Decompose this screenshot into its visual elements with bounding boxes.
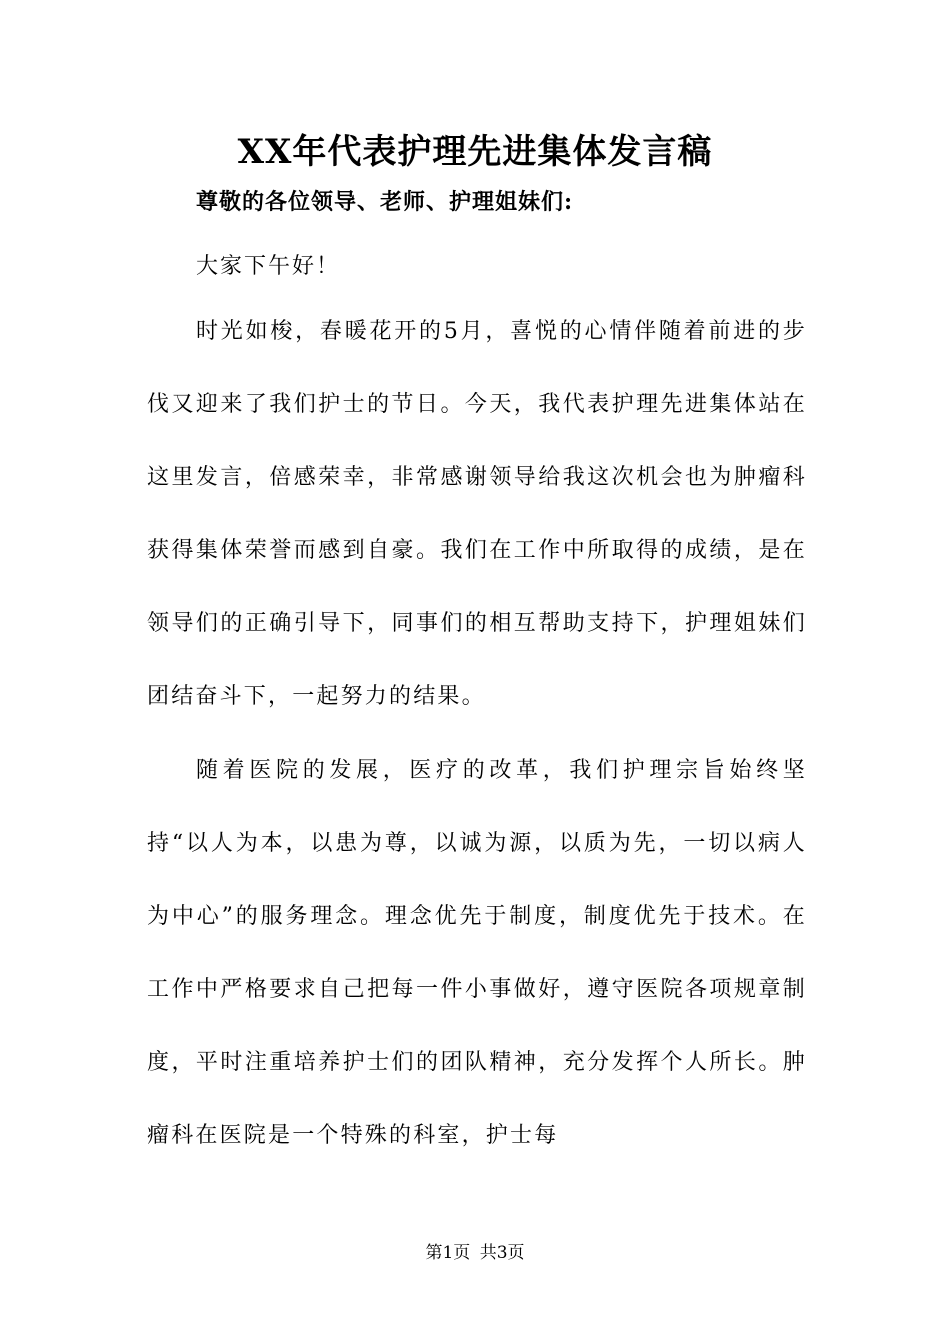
- salutation-line: 大家下午好！: [196, 254, 341, 279]
- body-paragraph-1: 时光如梭，春暖花开的5月，喜悦的心情伴随着前进的步伐又迎来了我们护士的节日。今天，我代表护理先进集体站在这里发言，倍感荣幸，非常感谢领导给我这次机会也为肿瘤科获得集体荣誉而感到自豪。我们在工作中所取得的成绩，是在领导们的正确引导下，同事们的相互帮助支持下，护理姐妹们团结奋斗下，一起努力的结果。: [147, 319, 807, 709]
- body-paragraph-2: 随着医院的发展，医疗的改革，我们护理宗旨始终坚持“以人为本，以患为尊，以诚为源，以质为先，一切以病人为中心”的服务理念。理念优先于制度，制度优先于技术。在工作中严格要求自己把每一件小事做好，遵守医院各项规章制度，平时注重培养护士们的团队精神，充分发挥个人所长。肿瘤科在医院是一个特殊的科室，护士每: [147, 758, 807, 1148]
- greeting-line: 尊敬的各位领导、老师、护理姐妹们:: [196, 189, 574, 215]
- document-title: XX年代表护理先进集体发言稿: [237, 132, 713, 172]
- page-footer: 第1页 共3页: [425, 1243, 525, 1263]
